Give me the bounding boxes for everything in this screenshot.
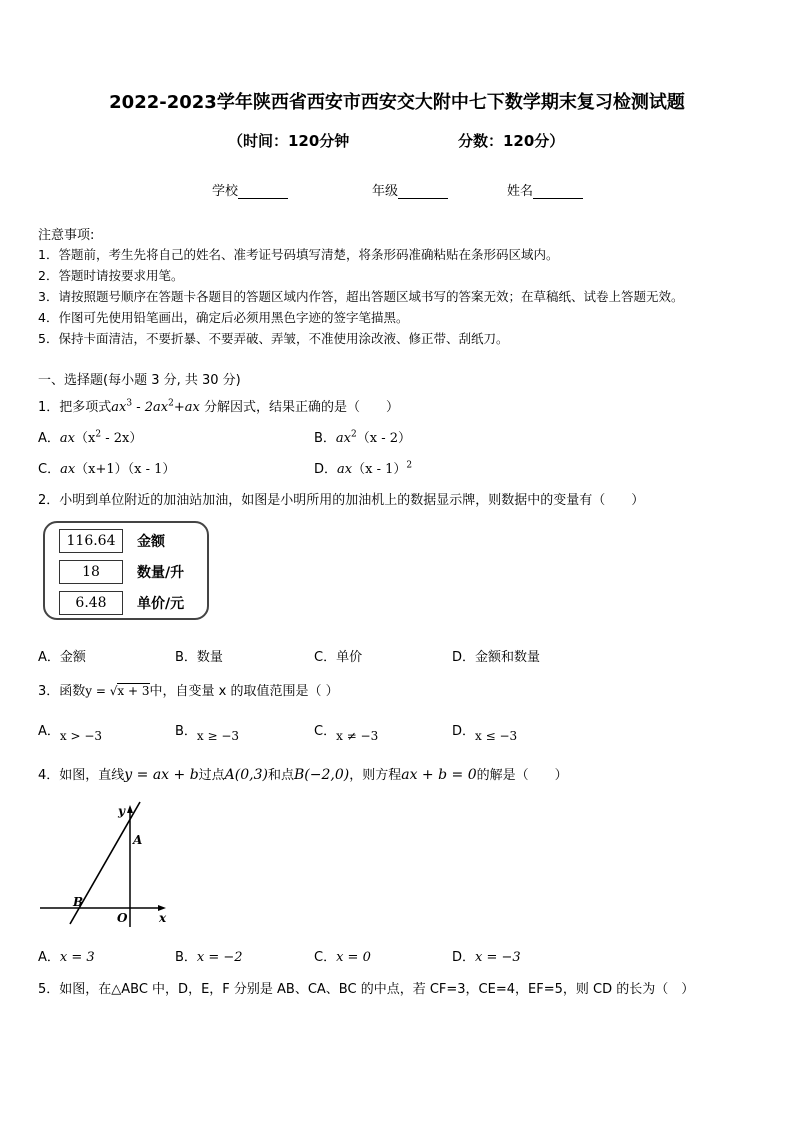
q4-line-expr: y = ax + b: [124, 767, 199, 783]
q1-prefix: 1．把多项式: [38, 400, 112, 415]
q4-option-a[interactable]: [38, 946, 95, 965]
option-label: D．: [452, 950, 476, 965]
q1-suffix: 分解因式，结果正确的是（ ）: [199, 400, 399, 415]
q3-prefix: 3．函数: [38, 684, 86, 699]
option-label: B．: [314, 431, 336, 446]
option-expr: （x+1）（x - 1）: [75, 462, 176, 477]
q4-text: 和点: [267, 768, 294, 783]
grade-field: [372, 180, 448, 199]
sqrt-radicand: x + 3: [117, 684, 150, 698]
option-expr: （x - 1）: [352, 462, 407, 477]
quantity-label: 数量/升: [137, 565, 185, 581]
option-label: C．: [314, 724, 337, 739]
question-1: [38, 396, 399, 415]
option-label: B．: [175, 950, 197, 965]
notice-item: 2．答题时请按要求用笔。: [38, 268, 184, 283]
q3-option-c[interactable]: [314, 720, 379, 743]
q1-expr: - 2ax: [132, 400, 169, 415]
option-exp: 2: [351, 429, 357, 440]
notice-heading: 注意事项:: [38, 228, 95, 243]
q1-expr: ax: [111, 400, 127, 415]
q3-option-a[interactable]: [38, 720, 103, 743]
price-label: 单价/元: [137, 596, 185, 612]
option-label: A．: [38, 431, 60, 446]
notice-item: 3．请按照题号顺序在答题卡各题目的答题区域内作答，超出答题区域书写的答案无效；在草稿纸、试卷上答题无效。: [38, 289, 684, 304]
question-5: 5．如图，在△ABC 中，D，E，F 分别是 AB、CA、BC 的中点，若 CF=3，CE=4，EF=5，则 CD 的长为（ ）: [38, 982, 695, 997]
q1-option-d[interactable]: [314, 458, 412, 477]
option-expr: x ≤ −3: [475, 729, 518, 743]
q2-option-c[interactable]: C．单价: [314, 650, 363, 665]
q1-option-a[interactable]: [38, 427, 142, 446]
option-expr: x = 0: [336, 950, 371, 965]
option-expr: x = 3: [59, 950, 95, 965]
option-expr: ax: [337, 462, 353, 477]
label-a: A: [133, 833, 143, 847]
q3-function: y =: [85, 684, 110, 698]
q4-option-d[interactable]: [452, 946, 521, 965]
notice-item: 1．答题前，考生先将自己的姓名、准考证号码填写清楚，将条形码准确粘贴在条形码区域内。: [38, 247, 559, 262]
label-b: B: [73, 895, 84, 909]
q3-option-d[interactable]: [452, 720, 518, 743]
option-expr: ax: [335, 431, 352, 446]
option-expr: x > −3: [59, 729, 103, 743]
q2-option-a[interactable]: A．金额: [38, 650, 86, 665]
board-row-quantity: [59, 560, 209, 586]
option-label: C．: [38, 462, 61, 477]
name-label: 姓名: [507, 184, 534, 199]
q4-text: 过点: [198, 768, 225, 783]
fuel-display-board: [43, 521, 209, 620]
option-expr: x ≥ −3: [196, 729, 240, 743]
notice-item: 4．作图可先使用铅笔画出，确定后必须用黑色字迹的签字笔描黑。: [38, 310, 409, 325]
q3-option-b[interactable]: [175, 720, 240, 743]
q1-exp: 2: [168, 398, 174, 409]
option-expr: x = −3: [475, 950, 521, 965]
q4-suffix: 的解是（ ）: [476, 768, 568, 783]
option-expr: （x: [75, 431, 96, 446]
question-3: [38, 680, 339, 699]
option-expr: - 2x）: [101, 431, 143, 446]
school-blank: [238, 186, 288, 199]
amount-value: 116.64: [59, 529, 123, 553]
page-title: 2022-2023学年陕西省西安市西安交大附中七下数学期末复习检测试题: [109, 92, 685, 113]
time-limit: （时间：120分钟: [228, 132, 350, 150]
school-field: [212, 180, 288, 199]
q1-option-b[interactable]: [314, 427, 411, 446]
line-graph-figure: [38, 800, 178, 928]
label-x: x: [159, 911, 167, 925]
option-label: D．: [452, 724, 476, 739]
option-label: C．: [314, 950, 337, 965]
section-heading: 一、选择题(每小题 3 分, 共 30 分): [38, 373, 241, 388]
question-2: 2．小明到单位附近的加油站加油，如图是小明所用的加油机上的数据显示牌，则数据中的变量有（ ）: [38, 493, 645, 508]
amount-label: 金额: [137, 534, 165, 550]
grade-label: 年级: [372, 184, 399, 199]
quantity-value: 18: [59, 560, 123, 584]
option-expr: x = −2: [196, 950, 243, 965]
option-label: A．: [38, 724, 60, 739]
option-label: A．: [38, 950, 60, 965]
q4-equation: ax + b = 0: [401, 767, 477, 783]
option-label: B．: [175, 724, 197, 739]
label-y: y: [118, 804, 125, 818]
q4-option-b[interactable]: [175, 946, 243, 965]
q4-text: ，则方程: [349, 768, 402, 783]
q2-option-d[interactable]: D．金额和数量: [452, 650, 541, 665]
question-4: [38, 764, 568, 783]
price-value: 6.48: [59, 591, 123, 615]
q2-option-b[interactable]: B．数量: [175, 650, 223, 665]
sqrt-icon: √: [109, 684, 118, 698]
q4-point-b: B(−2,0): [294, 767, 350, 783]
q4-prefix: 4．如图，直线: [38, 768, 125, 783]
q1-exp: 3: [126, 398, 133, 409]
notice-item: 5．保持卡面清洁，不要折暴、不要弄破、弄皱，不准使用涂改液、修正带、刮纸刀。: [38, 331, 509, 346]
option-expr: ax: [59, 431, 75, 446]
option-expr: ax: [60, 462, 76, 477]
q3-suffix: 中，自变量 x 的取值范围是（ ）: [149, 684, 339, 699]
y-axis-arrow-icon: [127, 805, 133, 813]
q1-option-c[interactable]: [38, 458, 175, 477]
board-row-price: [59, 591, 209, 617]
option-exp: 2: [406, 460, 413, 471]
label-o: O: [117, 911, 128, 925]
name-field: [507, 180, 583, 199]
q4-option-c[interactable]: [314, 946, 371, 965]
grade-blank: [398, 186, 448, 199]
school-label: 学校: [212, 184, 239, 199]
name-blank: [533, 186, 583, 199]
board-row-amount: [59, 529, 209, 555]
sqrt-expression: [110, 684, 150, 698]
option-expr: （x - 2）: [356, 431, 412, 446]
q4-point-a: A(0,3): [224, 767, 268, 783]
option-expr: x ≠ −3: [336, 729, 379, 743]
total-score: 分数：120分）: [458, 132, 565, 150]
option-label: D．: [314, 462, 338, 477]
option-exp: 2: [95, 429, 102, 440]
q1-expr: +ax: [173, 400, 200, 415]
